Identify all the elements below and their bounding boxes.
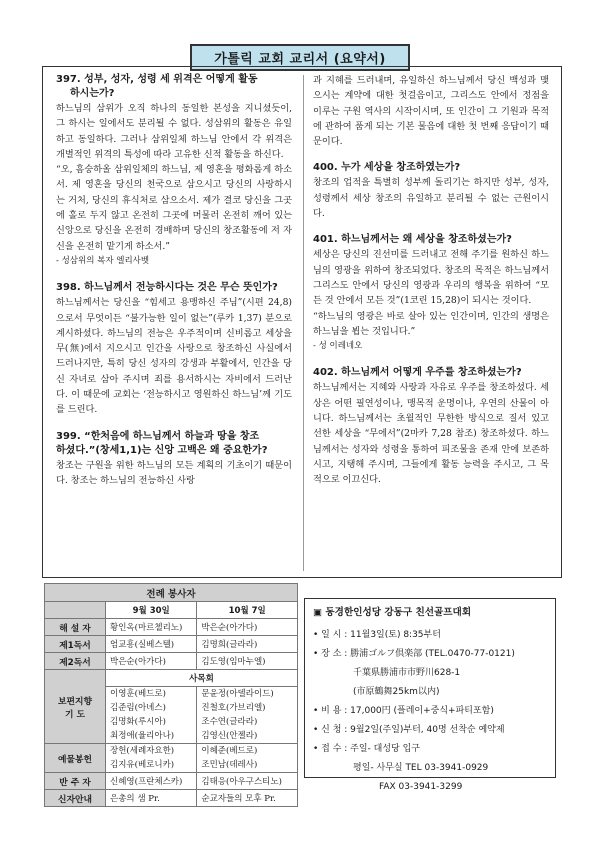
golf-weekday-contact: 평일- 사무실 TEL 03-3941-0929: [353, 763, 489, 773]
q399-continued: 과 지혜를 드러내며, 유일하신 하느님께서 당신 백성과 맺으시는 계약에 대한 첫걸음이고, 그리스도 안에서 정점을 이루는 구원 역사의 시작이시며, 또 인간이 그 기원과 목적에 관하여 품게 되는 기본 물음에 대한 첫 번째 응답이기 때문이다.: [313, 75, 549, 148]
catechism-box: [42, 66, 562, 578]
name: 김영신(안젤라): [201, 731, 258, 741]
prayer-cell-b: [197, 687, 298, 744]
name: 김준림(아녜스): [110, 703, 166, 713]
row-cell: 김도영(임마누엘): [197, 653, 298, 670]
liturgy-schedule-table: [44, 583, 298, 807]
q398-heading: 398. 하느님께서 전능하시다는 것은 무슨 뜻인가?: [56, 282, 278, 294]
q397-heading-line2: 하시는가?: [70, 88, 115, 99]
name: 김지유(베로니카): [110, 760, 175, 770]
name: 장헌(세례자요한): [110, 746, 175, 756]
q397-heading-line1: 397. 성부, 성자, 성령 세 위격은 어떻게 활동: [56, 74, 258, 85]
row-cell: 순교자들의 모후 Pr.: [197, 790, 298, 807]
q401-quote: “하느님의 영광은 바로 살아 있는 인간이며, 인간의 생명은 하느님을 뵙는 것입니다.”: [313, 310, 549, 337]
prayer-cell-a: [106, 687, 197, 744]
name: 김명화(루시아): [110, 717, 166, 727]
golf-event-box: [304, 598, 556, 792]
row-cell: 은총의 샘 Pr.: [106, 790, 197, 807]
prayer-label-line2: 기 도: [64, 709, 86, 720]
golf-cost: • 비 용 : 17,000円 (플레이+중식+파티포함): [313, 706, 494, 716]
table-row: [45, 619, 298, 636]
left-column: [56, 73, 292, 488]
row-label: 해 설 자: [45, 619, 106, 636]
golf-place: • 장 소 : 勝浦ゴルフ倶楽部 (TEL.0470-77-0121): [313, 649, 515, 659]
schedule-date-2: 10월 7일: [197, 602, 298, 619]
q401-source: - 성 이레네오: [313, 341, 363, 352]
page-title: 가톨릭 교회 교리서 (요약서): [190, 44, 410, 71]
table-row: [45, 790, 298, 807]
right-column: [313, 73, 549, 488]
q397-quote: “오, 흠숭하올 삼위일체의 하느님, 제 영혼을 평화롭게 하소서. 제 영혼을 당신의 천국으로 삼으시고 당신의 사랑하시는 거처, 당신의 휴식처로 삼으소서. 제가 결코 당신을 그곳에 홀로 두지 않고 온전히 그곳에 머물러 온전히 깨어 있는 신앙으로 당신을 온전히 경배하며 당신의 창조활동에 저 자신을 온전히 맡기게 하소서.”: [56, 164, 292, 252]
q398-body: 하느님께서는 당신을 “힘세고 용맹하신 주님”(시편 24,8)으로서 무엇이든 “불가능한 일이 없는”(루카 1,37) 분으로 계시하셨다. 하느님의 전능은 우주적이며 신비롭고 세상을 무(無)에서 지으시고 인간을 사랑으로 창조하신 사실에서 드러나지만, 특히 당신 성자의 강생과 부활에서, 인간을 당신 자녀로 삼아 주시며 죄를 용서하시는 자비에서 드러난다. 이 때문에 교회는 ‘전능하시고 영원하신 하느님’께 기도를 드린다.: [56, 297, 292, 416]
offering-cell-b: [197, 744, 298, 773]
table-row: [45, 744, 298, 773]
row-cell: 박은순(아가다): [106, 653, 197, 670]
row-cell: 엄교흥(실베스텔): [106, 636, 197, 653]
q399-heading: [56, 430, 292, 458]
row-label: 반 주 자: [45, 773, 106, 790]
schedule-corner: [45, 602, 106, 619]
golf-apply: • 신 청 : 9월2일(주일)부터, 40명 선착순 예약제: [313, 725, 505, 735]
column-divider: [303, 75, 304, 571]
q399-heading-line2: 하셨다.”(창세1,1)는 신앙 고백은 왜 중요한가?: [56, 444, 268, 456]
row-cell: 신혜영(프란체스카): [106, 773, 197, 790]
golf-heading: ▣ 동경한인성당 강동구 친선골프대회: [313, 607, 472, 618]
name: 이영훈(베드로): [110, 689, 166, 699]
q402-body: 하느님께서는 지혜와 사랑과 자유로 우주를 창조하셨다. 세상은 어떤 필연성이나, 맹목적 운명이나, 우연의 산물이 아니다. 하느님께서는 초월적인 무한한 방식으로 질서 있고 선한 세상을 “무에서”(2마카 7,28 참조) 창조하셨다. 하느님께서는 성자와 성령을 통하여 피조물을 존재 안에 보존하시고, 지탱해 주시며, 그들에게 활동 능력을 주시고, 그 목적으로 이끄신다.: [313, 382, 549, 486]
golf-reception: • 접 수 : 주일- 대성당 입구: [313, 744, 420, 754]
row-cell: 황인옥(마르첼리노): [106, 619, 197, 636]
q397-body: 하느님의 삼위가 오직 하나의 동일한 본성을 지니셨듯이, 그 하시는 일에서도 분리될 수 없다. 성삼위의 활동은 유일하고 동일하다. 그러나 삼위일체 하느님 안에서 각 위격은 개별적인 위격의 특성에 따라 고유한 신적 활동을 하신다.: [56, 103, 292, 160]
q400-heading: 400. 누가 세상을 창조하였는가?: [313, 162, 461, 174]
schedule-title: 전례 봉사자: [45, 584, 298, 602]
q400-body: 창조의 업적을 특별히 성부께 돌리기는 하지만 성부, 성자, 성령께서 세상 창조의 유일하고 분리될 수 없는 근원이시다.: [313, 177, 549, 220]
row-cell: 박은순(아가다): [197, 619, 298, 636]
row-label: 제1독서: [45, 636, 106, 653]
name: 최정애(율리아나): [110, 731, 175, 741]
name: 이혜준(베드로): [201, 746, 258, 756]
golf-fax: FAX 03-3941-3299: [379, 782, 463, 792]
golf-address: 千葉県勝浦市市野川628-1: [353, 668, 461, 678]
q399-body: 창조는 구원을 위한 하느님의 모든 계획의 기초이기 때문이다. 창조는 하느님의 전능하신 사랑: [56, 459, 292, 486]
row-label: 예물봉헌: [45, 744, 106, 773]
section-label: 사목회: [106, 670, 298, 687]
golf-address-note: (市原鶴舞25km以内): [353, 687, 440, 697]
row-cell: 김명희(글라라): [197, 636, 298, 653]
table-row: [45, 670, 298, 687]
q397-heading: [56, 73, 292, 101]
name: 문윤정(아델라이드): [201, 689, 274, 699]
row-cell: 김태응(아우구스티노): [197, 773, 298, 790]
prayer-label: [45, 670, 106, 744]
q401-heading: 401. 하느님께서는 왜 세상을 창조하셨는가?: [313, 234, 512, 246]
table-row: [45, 773, 298, 790]
offering-cell-a: [106, 744, 197, 773]
q397-source: - 성삼위의 복자 엘리사벳: [56, 255, 150, 266]
golf-date: • 일 시 : 11월3일(토) 8:35부터: [313, 630, 441, 640]
prayer-label-line1: 보편지향: [58, 696, 92, 707]
table-row: [45, 653, 298, 670]
q401-body: 세상은 당신의 진선미를 드러내고 전해 주기를 원하신 하느님의 영광을 위하여 창조되었다. 창조의 목적은 하느님께서 그리스도 안에서 당신의 영광과 우리의 행복을 위하여 “모든 것 안에서 모든 것”(1코린 15,28)이 되시는 것이다.: [313, 249, 549, 307]
row-label: 신자안내: [45, 790, 106, 807]
row-label: 제2독서: [45, 653, 106, 670]
schedule-date-1: 9월 30일: [106, 602, 197, 619]
q399-heading-line1: 399. “한처음에 하느님께서 하늘과 땅을 창조: [56, 430, 260, 442]
table-row: [45, 636, 298, 653]
name: 진철호(가브리엘): [201, 703, 266, 713]
q402-heading: 402. 하느님께서 어떻게 우주를 창조하셨는가?: [313, 367, 522, 379]
name: 조민남(데레사): [201, 760, 258, 770]
name: 조수연(글라라): [201, 717, 258, 727]
